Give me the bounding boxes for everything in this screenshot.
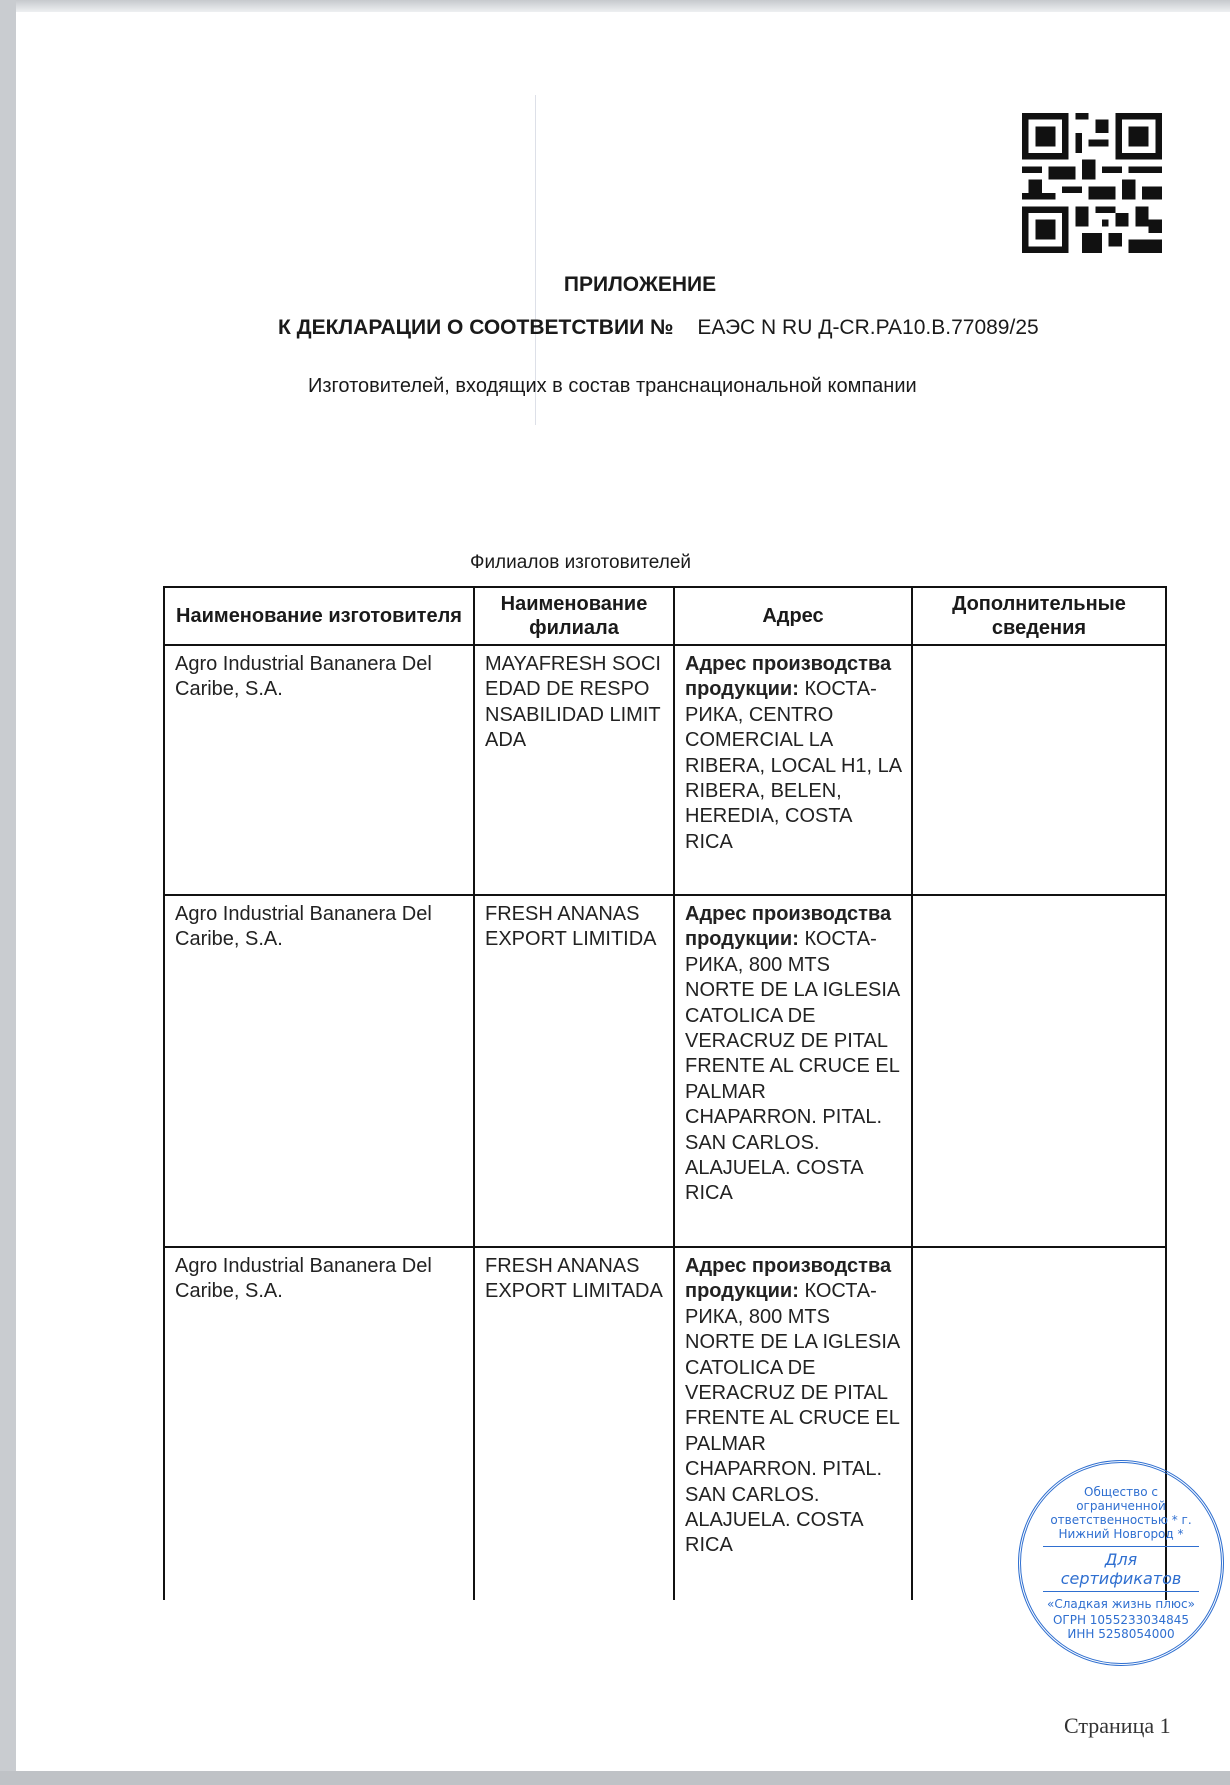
table-row	[164, 1247, 1166, 1600]
document-title: ПРИЛОЖЕНИЕ	[563, 273, 717, 296]
branch-cell: FRESH ANANAS EXPORT LIMITADA	[474, 1247, 674, 1600]
branches-table	[163, 586, 1167, 1600]
table-header-row	[164, 587, 1166, 645]
declaration-number: ЕАЭС N RU Д-CR.PA10.B.77089/25	[697, 316, 1039, 339]
address-cell	[674, 1247, 912, 1600]
table-row	[164, 645, 1166, 895]
scan-edge-top	[0, 0, 1230, 12]
address-cell	[674, 895, 912, 1247]
company-seal	[1018, 1460, 1224, 1666]
column-header-manufacturer: Наименование изготовителя	[164, 587, 474, 645]
branch-cell: FRESH ANANAS EXPORT LIMITIDA	[474, 895, 674, 1247]
declaration-heading	[278, 316, 1039, 340]
manufacturer-cell: Agro Industrial Bananera Del Caribe, S.A.	[164, 1247, 474, 1600]
address-label: Адрес производства продукции:	[685, 1255, 892, 1303]
branch-cell: MAYAFRESH SOCIEDAD DE RESPONSABILIDAD LIMITADA	[474, 645, 674, 895]
seal-company-name: «Сладкая жизнь плюс»	[1047, 1597, 1195, 1611]
extra-cell	[912, 895, 1166, 1247]
extra-cell	[912, 645, 1166, 895]
seal-registration: ОГРН 1055233034845 ИНН 5258054000	[1052, 1613, 1190, 1641]
table-caption: Филиалов изготовителей	[470, 552, 692, 573]
document-subtitle: Изготовителей, входящих в состав транснациональной компании	[308, 375, 917, 397]
declaration-label: К ДЕКЛАРАЦИИ О СООТВЕТСТВИИ №	[278, 316, 674, 339]
address-label: Адрес производства продукции:	[685, 903, 892, 951]
scan-edge-bottom	[0, 1771, 1230, 1785]
address-text: КОСТА-РИКА, 800 MTS NORTE DE LA IGLESIA CATOLICA DE VERACRUZ DE PITAL FRENTE AL CRUCE EL PALMAR CHAPARRON. PITAL. SAN CARLOS. ALAJUELA. COSTA RICA	[685, 1280, 900, 1557]
manufacturer-cell: Agro Industrial Bananera Del Caribe, S.A.	[164, 895, 474, 1247]
qr-code	[1022, 113, 1162, 253]
address-text: КОСТА-РИКА, CENTRO COMERCIAL LA RIBERA, LOCAL H1, LA RIBERA, BELEN, HEREDIA, COSTA RICA	[685, 678, 902, 853]
scan-edge-left	[0, 0, 16, 1785]
column-header-branch: Наименование филиала	[474, 587, 674, 645]
manufacturer-cell: Agro Industrial Bananera Del Caribe, S.A.	[164, 645, 474, 895]
seal-center-text: Для сертификатов	[1043, 1546, 1199, 1592]
address-label: Адрес производства продукции:	[685, 653, 892, 701]
address-text: КОСТА-РИКА, 800 MTS NORTE DE LA IGLESIA CATOLICA DE VERACRUZ DE PITAL FRENTE AL CRUCE EL PALMAR CHAPARRON. PITAL. SAN CARLOS. ALAJUELA. COSTA RICA	[685, 928, 900, 1205]
seal-outer-text: Общество с ограниченной ответственностью * г. Нижний Новгород *	[1050, 1485, 1192, 1541]
column-header-extra: Дополнительные сведения	[912, 587, 1166, 645]
address-cell	[674, 645, 912, 895]
table-row	[164, 895, 1166, 1247]
column-header-address: Адрес	[674, 587, 912, 645]
page-number: Страница 1	[1064, 1713, 1171, 1738]
